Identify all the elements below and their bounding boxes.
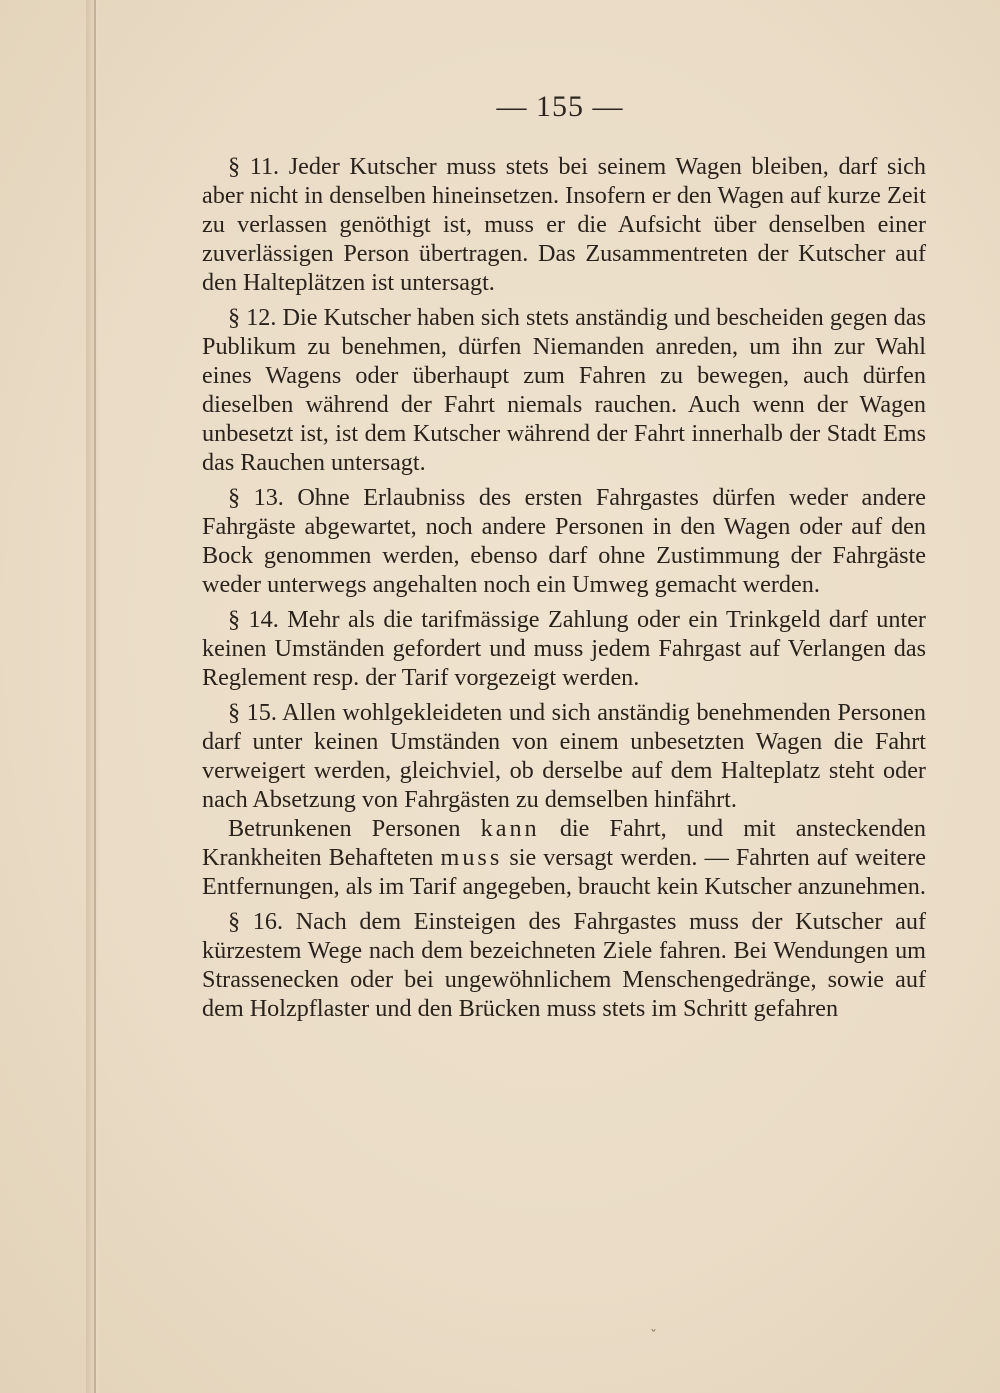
page-number: — 155 — bbox=[496, 90, 624, 123]
emphasis-kann: kann bbox=[480, 815, 540, 842]
page-spine-shadow bbox=[86, 0, 100, 1393]
print-speck: ˇ bbox=[650, 1328, 657, 1344]
paragraph-section-15-continued bbox=[202, 814, 926, 901]
paragraph-section-14: § 14. Mehr als die tarifmässige Zahlung oder ein Trinkgeld darf unter keinen Umständen gefordert und muss jedem Fahrgast auf Verlangen das Reglement resp. der Tarif vorgezeigt werden. bbox=[202, 606, 926, 691]
p15b-after: sie versagt werden. — Fahrten auf weitere Entfernungen, als im Tarif angegeben, braucht kein Kutscher anzunehmen. bbox=[202, 844, 926, 900]
p15b-middle: die Fahrt, und mit ansteckenden Krankheiten Behafteten bbox=[202, 815, 926, 871]
paragraph-section-12: § 12. Die Kutscher haben sich stets anständig und bescheiden gegen das Publikum zu benehmen, dürfen Niemanden anreden, um ihn zur Wahl eines Wagens oder überhaupt zum Fahren zu bewegen, auch dürfen dieselben während der Fahrt niemals rauchen. Auch wenn der Wagen unbesetzt ist, ist dem Kutscher während der Fahrt innerhalb der Stadt Ems das Rauchen untersagt. bbox=[202, 304, 926, 476]
paragraph-section-13: § 13. Ohne Erlaubniss des ersten Fahrgastes dürfen weder andere Fahrgäste abgewartet, noch andere Personen in den Wagen oder auf den Bock genommen werden, ebenso darf ohne Zustimmung der Fahrgäste weder unterwegs angehalten noch ein Umweg gemacht werden. bbox=[202, 484, 926, 598]
paragraph-section-16: § 16. Nach dem Einsteigen des Fahrgastes muss der Kutscher auf kürzestem Wege nach dem bezeichneten Ziele fahren. Bei Wendungen um Strassenecken oder bei ungewöhnlichem Menschengedränge, sowie auf dem Holzpflaster und den Brücken muss stets im Schritt gefahren bbox=[202, 908, 926, 1022]
paragraph-section-15: § 15. Allen wohlgekleideten und sich anständig benehmenden Personen darf unter keinen Umständen von einem unbesetzten Wagen die Fahrt verweigert werden, gleichviel, ob derselbe auf dem Halteplatz steht oder nach Absetzung von Fahrgästen zu demselben hinfährt. bbox=[202, 699, 926, 813]
paragraph-section-11: § 11. Jeder Kutscher muss stets bei seinem Wagen bleiben, darf sich aber nicht in denselben hineinsetzen. Insofern er den Wagen auf kurze Zeit zu verlassen genöthigt ist, muss er die Aufsicht über denselben einer zuverlässigen Person übertragen. Das Zusammentreten der Kutscher auf den Halteplätzen ist untersagt. bbox=[202, 153, 926, 296]
body-text bbox=[202, 152, 926, 1029]
p15b-before: Betrunkenen Personen bbox=[228, 815, 481, 842]
page-binding-edge bbox=[94, 0, 96, 1393]
emphasis-muss: muss bbox=[440, 844, 503, 871]
